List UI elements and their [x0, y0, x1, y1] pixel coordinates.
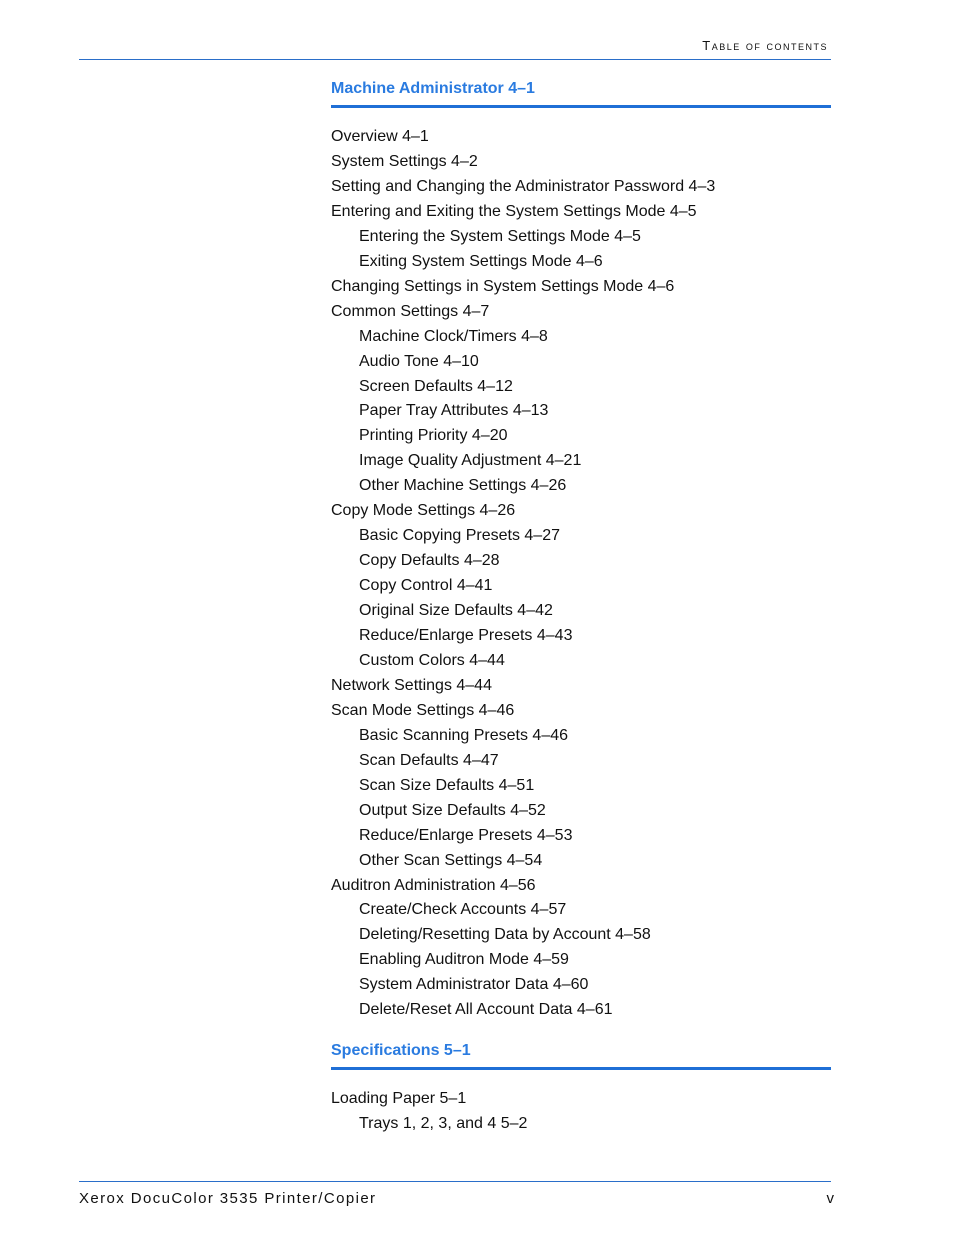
toc-entry[interactable]: Changing Settings in System Settings Mode 4–6: [331, 277, 675, 295]
toc-subentry[interactable]: Entering the System Settings Mode 4–5: [359, 227, 641, 245]
toc-subentry[interactable]: Create/Check Accounts 4–57: [359, 901, 567, 919]
toc-subentry[interactable]: Reduce/Enlarge Presets 4–53: [359, 826, 573, 844]
footer-page-number: v: [826, 1190, 834, 1207]
toc-subentry[interactable]: Deleting/Resetting Data by Account 4–58: [359, 926, 651, 944]
toc-subentry[interactable]: Enabling Auditron Mode 4–59: [359, 951, 569, 969]
toc-subentry[interactable]: Trays 1, 2, 3, and 4 5–2: [359, 1114, 528, 1132]
chapter-divider: [331, 105, 831, 108]
toc-subentry[interactable]: Reduce/Enlarge Presets 4–43: [359, 627, 573, 644]
toc-entry[interactable]: Auditron Administration 4–56: [331, 876, 536, 894]
toc-entry[interactable]: Setting and Changing the Administrator Password 4–3: [331, 177, 716, 195]
chapter-heading[interactable]: Machine Administrator 4–1: [331, 80, 535, 97]
toc-entry[interactable]: Copy Mode Settings 4–26: [331, 502, 516, 520]
chapter-divider: [331, 1067, 831, 1070]
toc-entry[interactable]: Common Settings 4–7: [331, 302, 490, 320]
toc-subentry[interactable]: Copy Defaults 4–28: [359, 552, 500, 570]
toc-subentry[interactable]: Paper Tray Attributes 4–13: [359, 402, 549, 420]
toc-entry[interactable]: Scan Mode Settings 4–46: [331, 701, 515, 719]
toc-subentry[interactable]: Copy Control 4–41: [359, 577, 493, 595]
toc-entry[interactable]: Overview 4–1: [331, 128, 429, 145]
footer-divider: [79, 1181, 831, 1182]
toc-subentry[interactable]: Scan Size Defaults 4–51: [359, 776, 535, 794]
toc-subentry[interactable]: Printing Priority 4–20: [359, 427, 508, 445]
toc-subentry[interactable]: System Administrator Data 4–60: [359, 976, 589, 994]
toc-subentry[interactable]: Machine Clock/Timers 4–8: [359, 327, 548, 345]
header-divider: [79, 59, 831, 60]
toc-subentry[interactable]: Basic Copying Presets 4–27: [359, 527, 560, 545]
toc-subentry[interactable]: Custom Colors 4–44: [359, 651, 505, 669]
toc-subentry[interactable]: Exiting System Settings Mode 4–6: [359, 252, 603, 270]
toc-subentry[interactable]: Audio Tone 4–10: [359, 352, 479, 370]
chapter-heading[interactable]: Specifications 5–1: [331, 1042, 471, 1059]
footer-product-name: Xerox DocuColor 3535 Printer/Copier: [79, 1190, 377, 1207]
toc-entry[interactable]: Network Settings 4–44: [331, 676, 492, 694]
toc-subentry[interactable]: Other Machine Settings 4–26: [359, 477, 567, 495]
toc-subentry[interactable]: Other Scan Settings 4–54: [359, 851, 543, 869]
toc-subentry[interactable]: Delete/Reset All Account Data 4–61: [359, 1001, 613, 1019]
toc-subentry[interactable]: Screen Defaults 4–12: [359, 377, 513, 395]
toc-subentry[interactable]: Output Size Defaults 4–52: [359, 801, 546, 819]
toc-subentry[interactable]: Original Size Defaults 4–42: [359, 602, 553, 620]
toc-subentry[interactable]: Image Quality Adjustment 4–21: [359, 452, 582, 470]
toc-entry[interactable]: Entering and Exiting the System Settings Mode 4–5: [331, 202, 697, 220]
toc-subentry[interactable]: Basic Scanning Presets 4–46: [359, 726, 569, 744]
toc-entry[interactable]: Loading Paper 5–1: [331, 1090, 467, 1107]
toc-subentry[interactable]: Scan Defaults 4–47: [359, 751, 499, 769]
running-header-title: Table of contents: [702, 38, 828, 53]
toc-entry[interactable]: System Settings 4–2: [331, 152, 478, 170]
